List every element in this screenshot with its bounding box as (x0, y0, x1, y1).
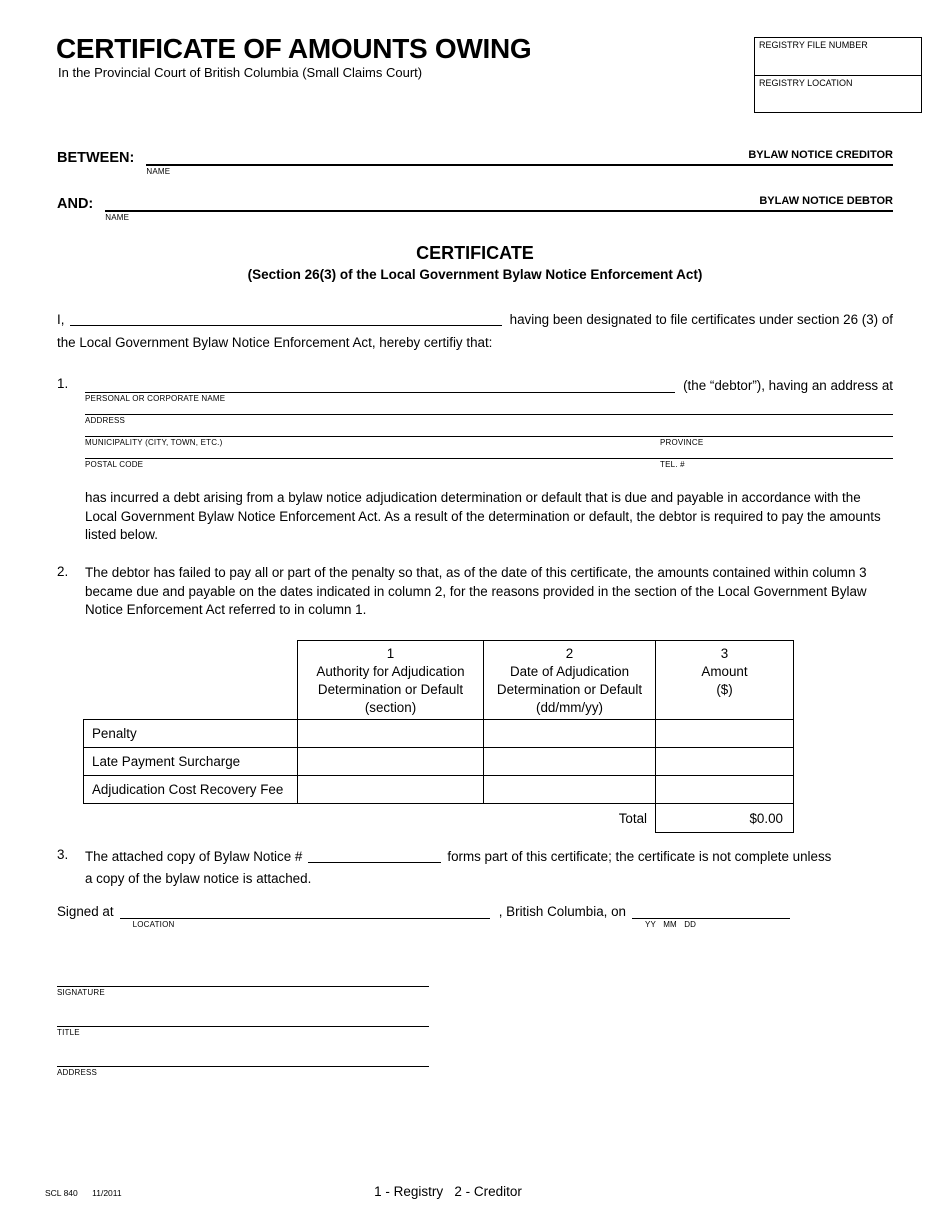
debtor-address-field[interactable] (85, 403, 893, 415)
table-row-adjudication-cost-recovery-fee (84, 776, 794, 804)
column-2-unit: (dd/mm/yy) (536, 700, 603, 715)
title-line[interactable] (57, 1014, 429, 1027)
table-row-late-payment-surcharge (84, 748, 794, 776)
and-row (57, 195, 893, 222)
municipality-sublabel: MUNICIPALITY (CITY, TOWN, ETC.) (85, 438, 223, 447)
postal-code-sublabel: POSTAL CODE (85, 460, 144, 469)
british-columbia-text: , British Columbia, on (498, 904, 626, 919)
location-sublabel: LOCATION (132, 920, 175, 929)
title-sublabel: TITLE (57, 1028, 80, 1037)
creditor-name-field[interactable] (146, 149, 893, 176)
signed-date-line[interactable] (632, 901, 790, 919)
signature-block (57, 974, 429, 1094)
total-label: Total (618, 810, 647, 826)
item-1 (57, 376, 893, 469)
recovery-fee-amount-cell[interactable] (656, 776, 794, 804)
column-header-amount (656, 641, 794, 720)
column-2-number: 2 (565, 646, 574, 661)
recovery-fee-date-cell[interactable] (484, 776, 656, 804)
surcharge-amount-cell[interactable] (656, 748, 794, 776)
tel-sublabel: TEL. # (660, 460, 685, 469)
between-label: BETWEEN: (57, 150, 135, 166)
registry-box (754, 37, 922, 113)
item-3 (57, 847, 893, 889)
column-3-title: Amount (701, 664, 748, 679)
declaration (57, 310, 893, 353)
column-header-authority (298, 641, 484, 720)
date-format-sublabel: YY MM DD (645, 920, 697, 929)
form-title: CERTIFICATE OF AMOUNTS OWING (56, 33, 532, 64)
item-2-paragraph: The debtor has failed to pay all or part of the penalty so that, as of the date of this certificate, the amounts contained within column 3 became due and payable on the dates indicated in column 2, for the reasons provided in the section of the Local Government Bylaw Notice Enforcement Act referred to in column 1. (85, 565, 867, 617)
column-3-number: 3 (720, 646, 729, 661)
column-1-number: 1 (386, 646, 395, 661)
item-1-paragraph: has incurred a debt arising from a bylaw notice adjudication determination or default that is due and payable in accordance with the Local Government Bylaw Notice Enforcement Act. As a result of the determination or default, the debtor is required to pay the amounts listed below. (85, 490, 881, 542)
column-3-unit: ($) (716, 682, 733, 697)
and-label: AND: (57, 196, 94, 212)
item-3-number: 3. (57, 847, 69, 862)
registry-location-label: REGISTRY LOCATION (759, 78, 853, 88)
signed-date-field[interactable] (632, 901, 790, 929)
column-1-unit: (section) (364, 700, 417, 715)
debtor-name-field[interactable] (105, 195, 893, 222)
form-code-number: SCL 840 (45, 1188, 78, 1198)
copy-distribution: 1 - Registry 2 - Creditor (374, 1184, 522, 1199)
registry-file-number-label: REGISTRY FILE NUMBER (759, 40, 868, 50)
item-2 (57, 564, 893, 620)
bylaw-notice-number-field[interactable] (308, 847, 441, 863)
signature-sublabel: SIGNATURE (57, 988, 105, 997)
column-2-title: Date of Adjudication Determination or Default (496, 664, 643, 697)
signed-location-field[interactable] (120, 901, 490, 929)
address-line[interactable] (57, 1054, 429, 1067)
certificate-subheading: (Section 26(3) of the Local Government Bylaw Notice Enforcement Act) (247, 267, 703, 282)
row-label-late-payment-surcharge: Late Payment Surcharge (84, 748, 298, 776)
table-total-row (84, 804, 794, 833)
penalty-amount-cell[interactable] (656, 720, 794, 748)
item-3-line2: a copy of the bylaw notice is attached. (85, 871, 312, 886)
total-amount-value: $0.00 (656, 804, 794, 833)
title-field[interactable] (57, 1014, 429, 1037)
form-revision-date: 11/2011 (92, 1188, 122, 1198)
creditor-name-sublabel: NAME (146, 167, 171, 176)
debtor-municipality-province-field[interactable] (85, 425, 893, 437)
designate-name-field[interactable] (70, 310, 501, 326)
address-field[interactable] (57, 1054, 429, 1077)
declaration-suffix: having been designated to file certificates under section 26 (3) of (509, 311, 893, 327)
creditor-caption: BYLAW NOTICE CREDITOR (146, 149, 893, 166)
table-row-penalty (84, 720, 794, 748)
form-subtitle: In the Provincial Court of British Columbia (Small Claims Court) (58, 65, 423, 80)
signed-location-line[interactable] (120, 901, 490, 919)
debtor-personal-name-field[interactable] (85, 377, 675, 393)
column-1-title: Authority for Adjudication Determination or Default (316, 664, 465, 697)
amounts-table (83, 640, 794, 833)
address-sublabel: ADDRESS (85, 416, 126, 425)
after-name-text: (the “debtor”), having an address at (683, 378, 893, 393)
surcharge-date-cell[interactable] (484, 748, 656, 776)
debtor-name-sublabel: NAME (105, 213, 130, 222)
penalty-authority-cell[interactable] (298, 720, 484, 748)
surcharge-authority-cell[interactable] (298, 748, 484, 776)
table-blank-corner (84, 641, 298, 720)
province-sublabel: PROVINCE (660, 438, 704, 447)
signed-at-row (57, 901, 790, 929)
municipality-province-sublabels (85, 437, 893, 447)
signed-at-label: Signed at (57, 904, 114, 919)
column-header-date (484, 641, 656, 720)
between-row (57, 149, 893, 176)
registry-file-number-field[interactable] (755, 38, 921, 75)
declaration-prefix: I, (57, 311, 65, 327)
item-1-number: 1. (57, 376, 69, 391)
recovery-fee-authority-cell[interactable] (298, 776, 484, 804)
certificate-heading: CERTIFICATE (416, 243, 534, 263)
penalty-date-cell[interactable] (484, 720, 656, 748)
debtor-postal-tel-field[interactable] (85, 447, 893, 459)
row-label-penalty: Penalty (84, 720, 298, 748)
signature-field[interactable] (57, 974, 429, 997)
item-3-suffix: forms part of this certificate; the certificate is not complete unless (447, 848, 832, 864)
signature-line[interactable] (57, 974, 429, 987)
registry-location-field[interactable] (755, 75, 921, 112)
debtor-caption: BYLAW NOTICE DEBTOR (105, 195, 893, 212)
declaration-line2: the Local Government Bylaw Notice Enforcement Act, hereby certifiy that: (57, 335, 493, 350)
postal-tel-sublabels (85, 459, 893, 469)
personal-name-sublabel: PERSONAL OR CORPORATE NAME (85, 394, 226, 403)
item-3-prefix: The attached copy of Bylaw Notice # (85, 848, 303, 864)
address-sublabel-bottom: ADDRESS (57, 1068, 98, 1077)
item-2-number: 2. (57, 564, 69, 579)
row-label-adjudication-cost-recovery-fee: Adjudication Cost Recovery Fee (84, 776, 298, 804)
